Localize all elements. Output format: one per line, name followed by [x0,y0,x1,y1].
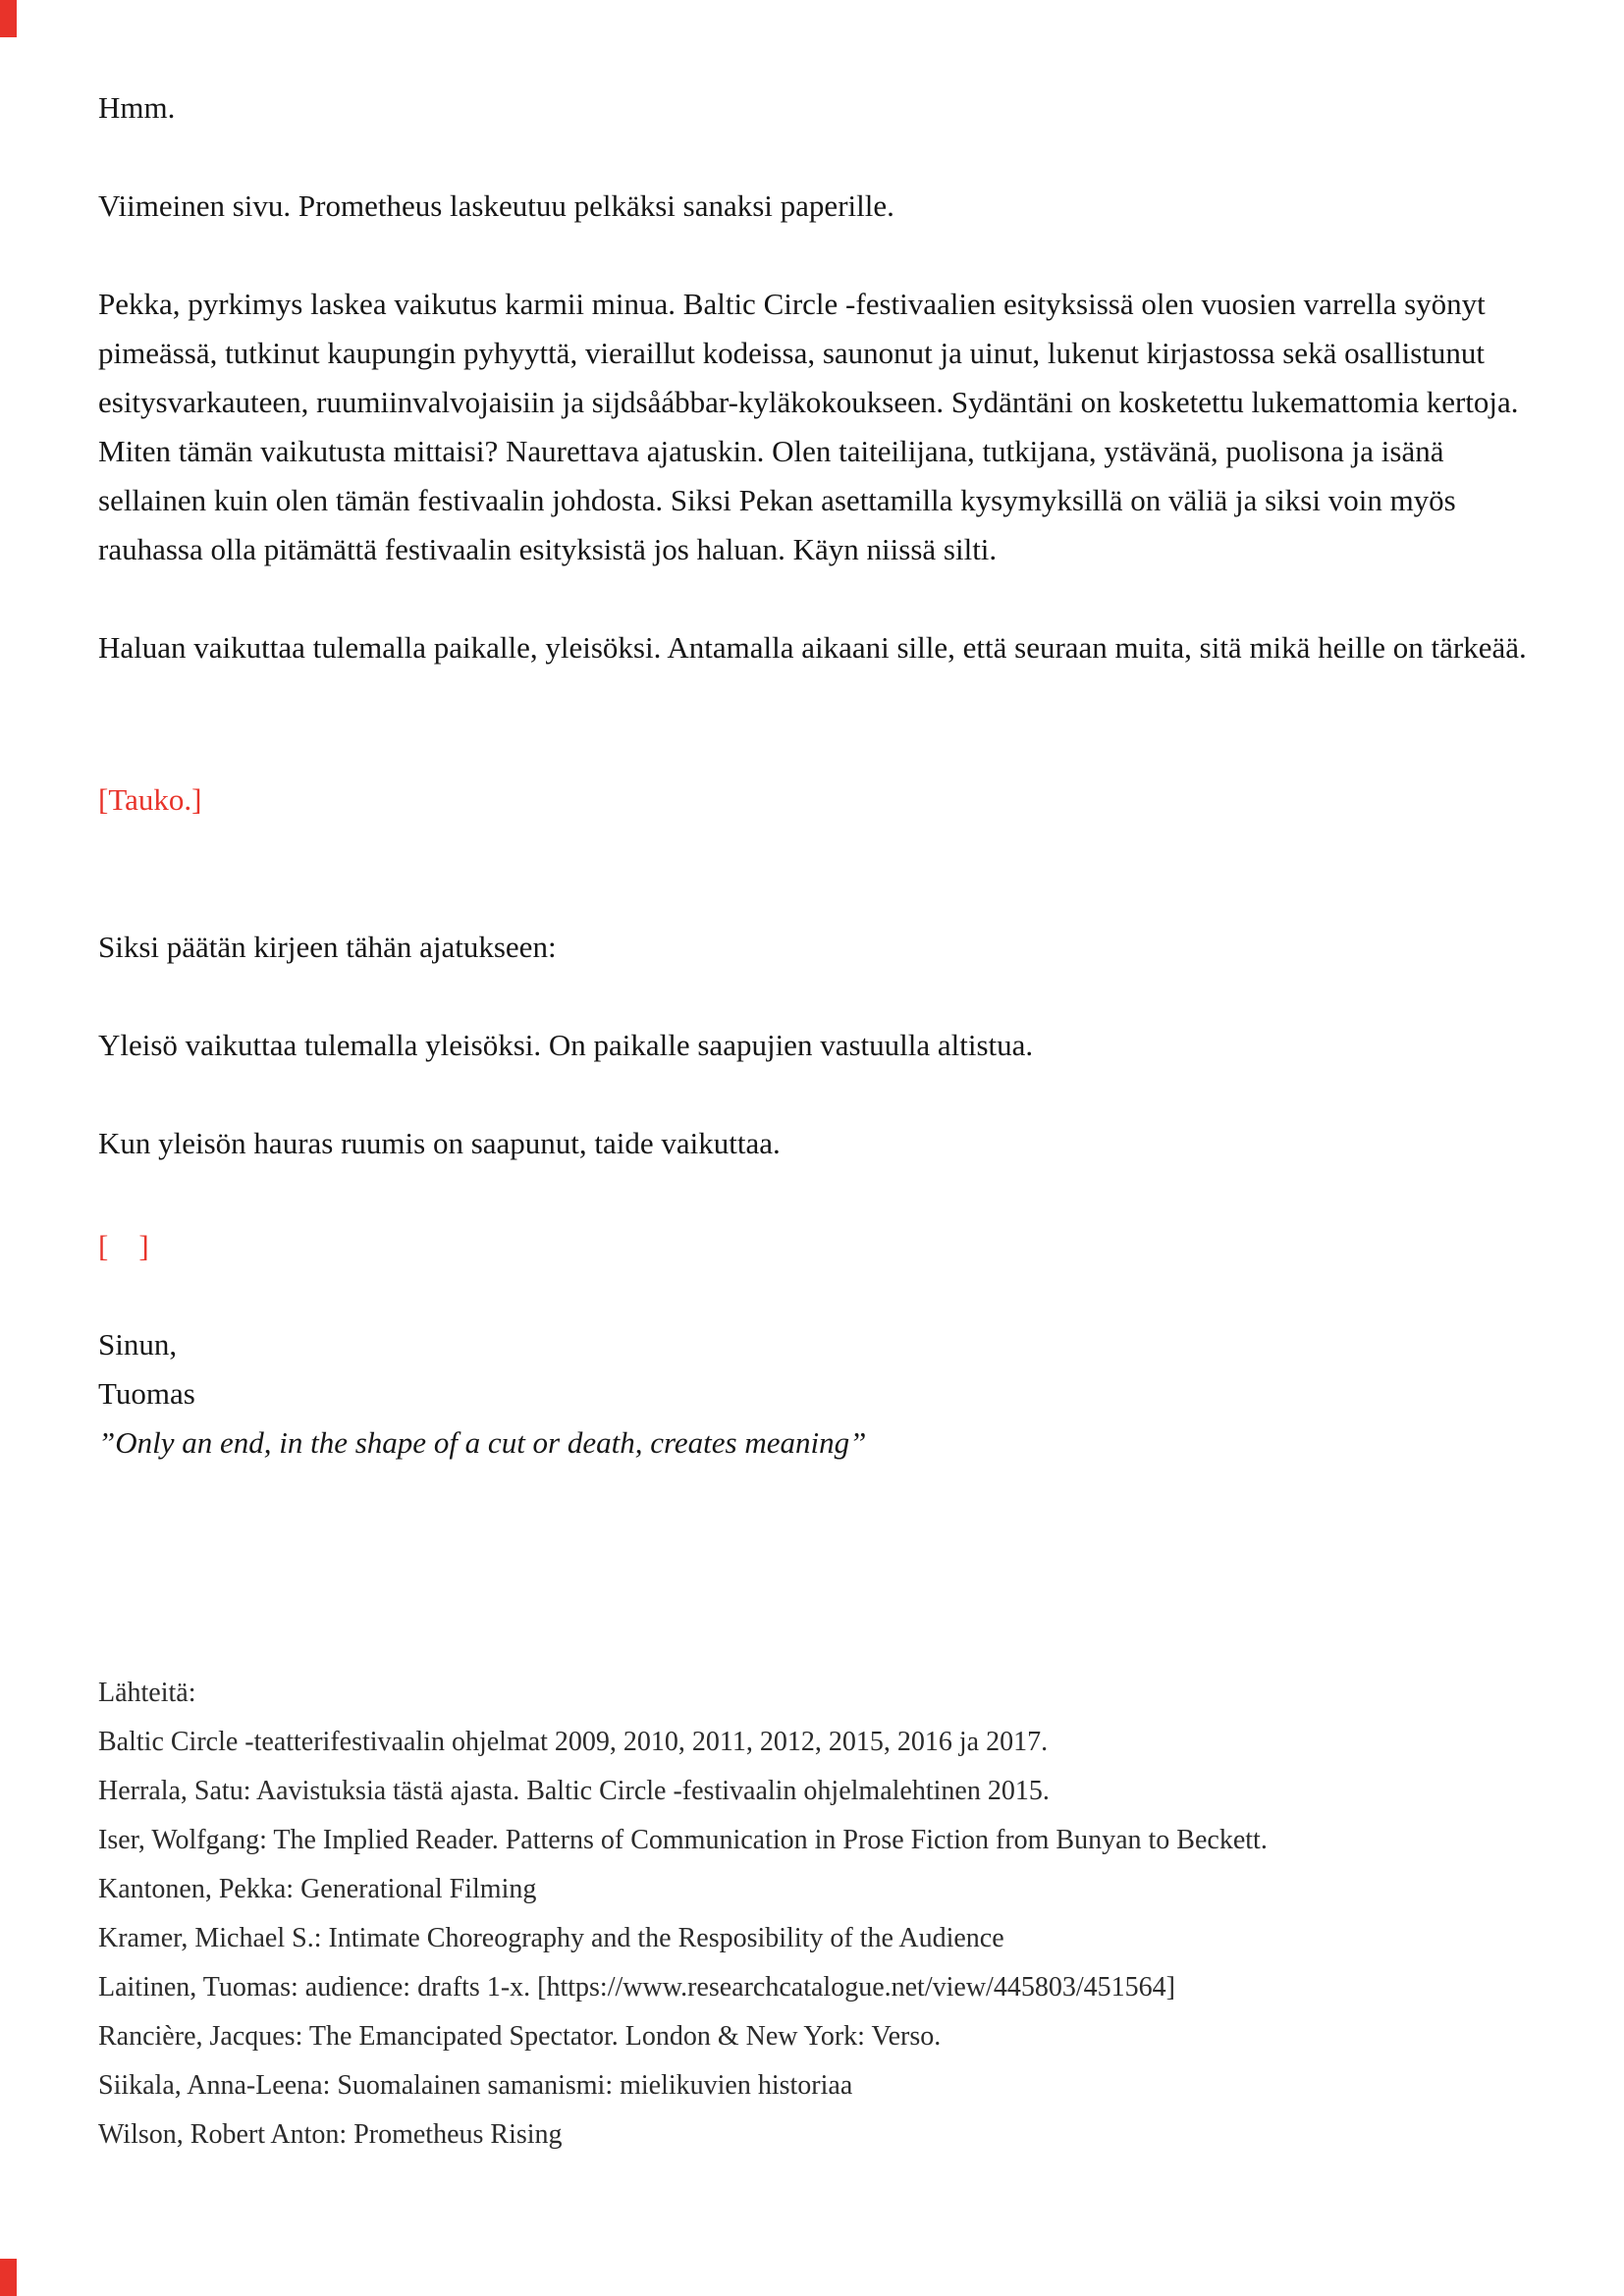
paragraph-haluan: Haluan vaikuttaa tulemalla paikalle, yleisöksi. Antamalla aikaani sille, että seuraan muita, sitä mikä heille on tärkeää. [98,630,1527,665]
sources-list [98,1718,1542,2160]
source-item: Herrala, Satu: Aavistuksia tästä ajasta. Baltic Circle -festivaalin ohjelmalehtinen 2015. [98,1776,1050,1806]
paragraph-yleiso: Yleisö vaikuttaa tulemalla yleisöksi. On paikalle saapujien vastuulla altistua. [98,1028,1034,1062]
paragraph-hmm: Hmm. [98,90,176,125]
sources-heading: Lähteitä: [98,1678,196,1708]
signoff-line: Sinun, [98,1327,178,1362]
signature-name: Tuomas [98,1376,195,1411]
paragraph-pekka: Pekka, pyrkimys laskea vaikutus karmii minua. Baltic Circle -festivaalien esityksissä olen vuosien varrella syönyt pimeässä, tutkinut kaupungin pyhyyttä, vieraillut kodeissa, saunonut ja uinut, lukenut kirjastossa sekä osallistunut esitysvarkauteen, ruumiinvalvojaisiin ja sijdsåábbar-kyläkokoukseen. Sydäntäni on kosketettu lukemattomia kertoja. Miten tämän vaikutusta mittaisi? Naurettava ajatuskin. Olen taiteilijana, tutkijana, ystävänä, puolisona ja isänä sellainen kuin olen tämän festivaalin johdosta. Siksi Pekan asettamilla kysymyksillä on väliä ja siksi voin myös rauhassa olla pitämättä festivaalin esityksistä jos haluan. Käyn niissä silti. [98,287,1519,566]
source-item: Laitinen, Tuomas: audience: drafts 1-x. [https://www.researchcatalogue.net/view/445803/451564] [98,1972,1175,2002]
paragraph-kun: Kun yleisön hauras ruumis on saapunut, taide vaikuttaa. [98,1126,781,1160]
source-item: Iser, Wolfgang: The Implied Reader. Patterns of Communication in Prose Fiction from Bunyan to Beckett. [98,1825,1268,1855]
source-item: Baltic Circle -teatterifestivaalin ohjelmat 2009, 2010, 2011, 2012, 2015, 2016 ja 2017. [98,1727,1049,1757]
closing-quote: ”Only an end, in the shape of a cut or death, creates meaning” [98,1425,867,1460]
paragraph-last-page: Viimeinen sivu. Prometheus laskeutuu pelkäksi sanaksi paperille. [98,188,894,223]
signature-block [98,1320,1542,1468]
empty-bracket-marker: [ ] [98,1229,149,1263]
page-edge-mark-bottom [0,2259,17,2296]
source-item: Rancière, Jacques: The Emancipated Spectator. London & New York: Verso. [98,2021,942,2052]
pause-marker: [Tauko.] [98,782,202,817]
source-item: Kantonen, Pekka: Generational Filming [98,1874,537,1904]
page-edge-mark-top [0,0,17,37]
sources-section [98,1669,1542,2160]
paragraph-siksi: Siksi päätän kirjeen tähän ajatukseen: [98,930,557,964]
source-item: Wilson, Robert Anton: Prometheus Rising [98,2119,563,2150]
source-item: Kramer, Michael S.: Intimate Choreography and the Resposibility of the Audience [98,1923,1004,1953]
source-item: Siikala, Anna-Leena: Suomalainen samanismi: mielikuvien historiaa [98,2070,853,2101]
letter-content [98,0,1542,2160]
